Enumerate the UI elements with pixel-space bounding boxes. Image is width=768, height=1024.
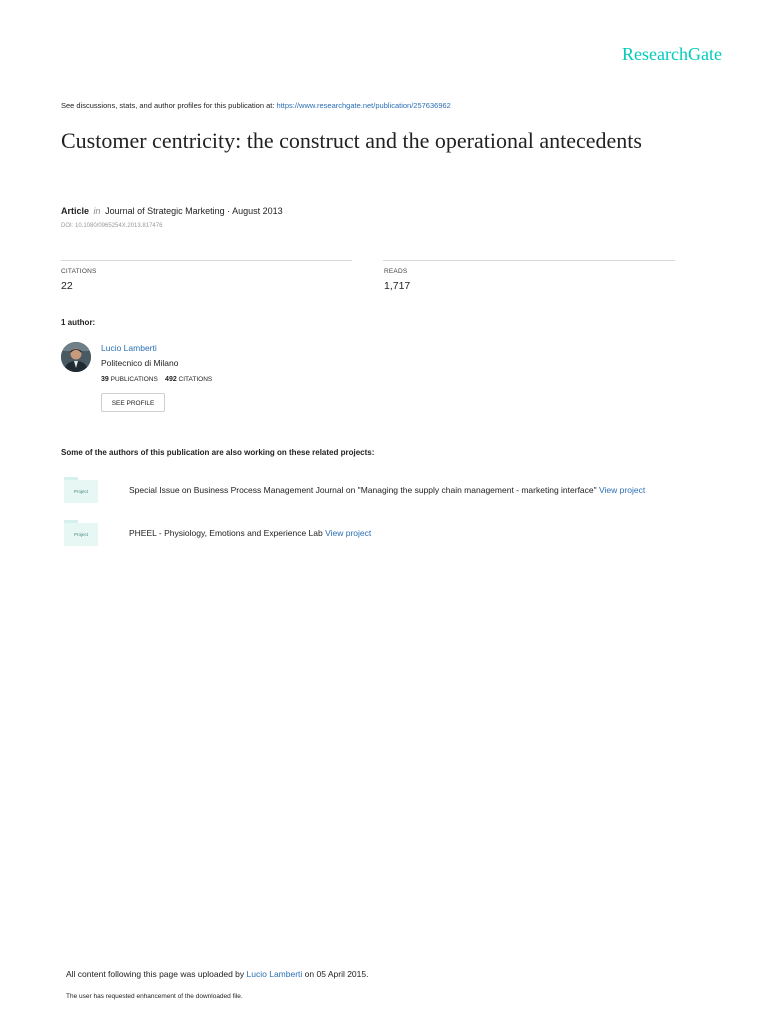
publication-type: Article xyxy=(61,206,90,216)
reads-divider xyxy=(383,260,675,261)
citations-divider xyxy=(61,260,352,261)
project-item xyxy=(129,485,645,495)
author-stats xyxy=(101,376,212,383)
upload-suffix: on 05 April 2015. xyxy=(304,969,369,979)
project-item xyxy=(129,528,371,538)
journal-and-date: Journal of Strategic Marketing · August 2013 xyxy=(105,206,283,216)
author-publications-count: 39 xyxy=(101,376,109,383)
author-citations-count: 492 xyxy=(165,376,177,383)
uploader-link[interactable]: Lucio Lamberti xyxy=(246,969,303,979)
see-profile-button[interactable]: SEE PROFILE xyxy=(101,393,165,412)
citations-value: 22 xyxy=(61,280,73,292)
publication-url-link[interactable]: https://www.researchgate.net/publication/257636962 xyxy=(276,101,451,110)
researchgate-logo[interactable]: ResearchGate xyxy=(622,44,722,64)
author-publications-label: PUBLICATIONS xyxy=(110,376,158,383)
project-title: Special Issue on Business Process Management Journal on "Managing the supply chain management - marketing interface" xyxy=(129,485,597,495)
avatar-person-icon xyxy=(61,342,91,372)
authors-label: 1 author: xyxy=(61,318,96,327)
author-institution: Politecnico di Milano xyxy=(101,358,179,368)
project-folder-icon xyxy=(64,520,98,546)
project-badge: Project xyxy=(64,480,98,503)
publication-title: Customer centricity: the construct and the operational antecedents xyxy=(61,128,642,153)
doi-text: DOI: 10.1080/0965254X.2013.817476 xyxy=(61,223,163,229)
upload-prefix: All content following this page was uploaded by xyxy=(66,969,245,979)
see-discussions-text: See discussions, stats, and author profiles for this publication at: xyxy=(61,101,275,110)
publication-in-word: in xyxy=(93,206,101,216)
author-name-link[interactable]: Lucio Lamberti xyxy=(101,343,157,353)
author-citations-label: CITATIONS xyxy=(178,376,213,383)
upload-notice xyxy=(66,969,368,979)
reads-label: READS xyxy=(384,268,408,275)
enhancement-note: The user has requested enhancement of the downloaded file. xyxy=(66,993,243,1000)
citations-label: CITATIONS xyxy=(61,268,97,275)
related-projects-label: Some of the authors of this publication are also working on these related projects: xyxy=(61,448,375,457)
view-project-link[interactable]: View project xyxy=(599,485,646,495)
author-avatar[interactable] xyxy=(61,342,91,372)
project-folder-icon xyxy=(64,477,98,503)
publication-meta xyxy=(61,206,283,216)
view-project-link[interactable]: View project xyxy=(325,528,372,538)
reads-value: 1,717 xyxy=(384,280,411,292)
project-badge: Project xyxy=(64,523,98,546)
project-title: PHEEL - Physiology, Emotions and Experience Lab xyxy=(129,528,323,538)
see-discussions-line xyxy=(61,101,451,110)
